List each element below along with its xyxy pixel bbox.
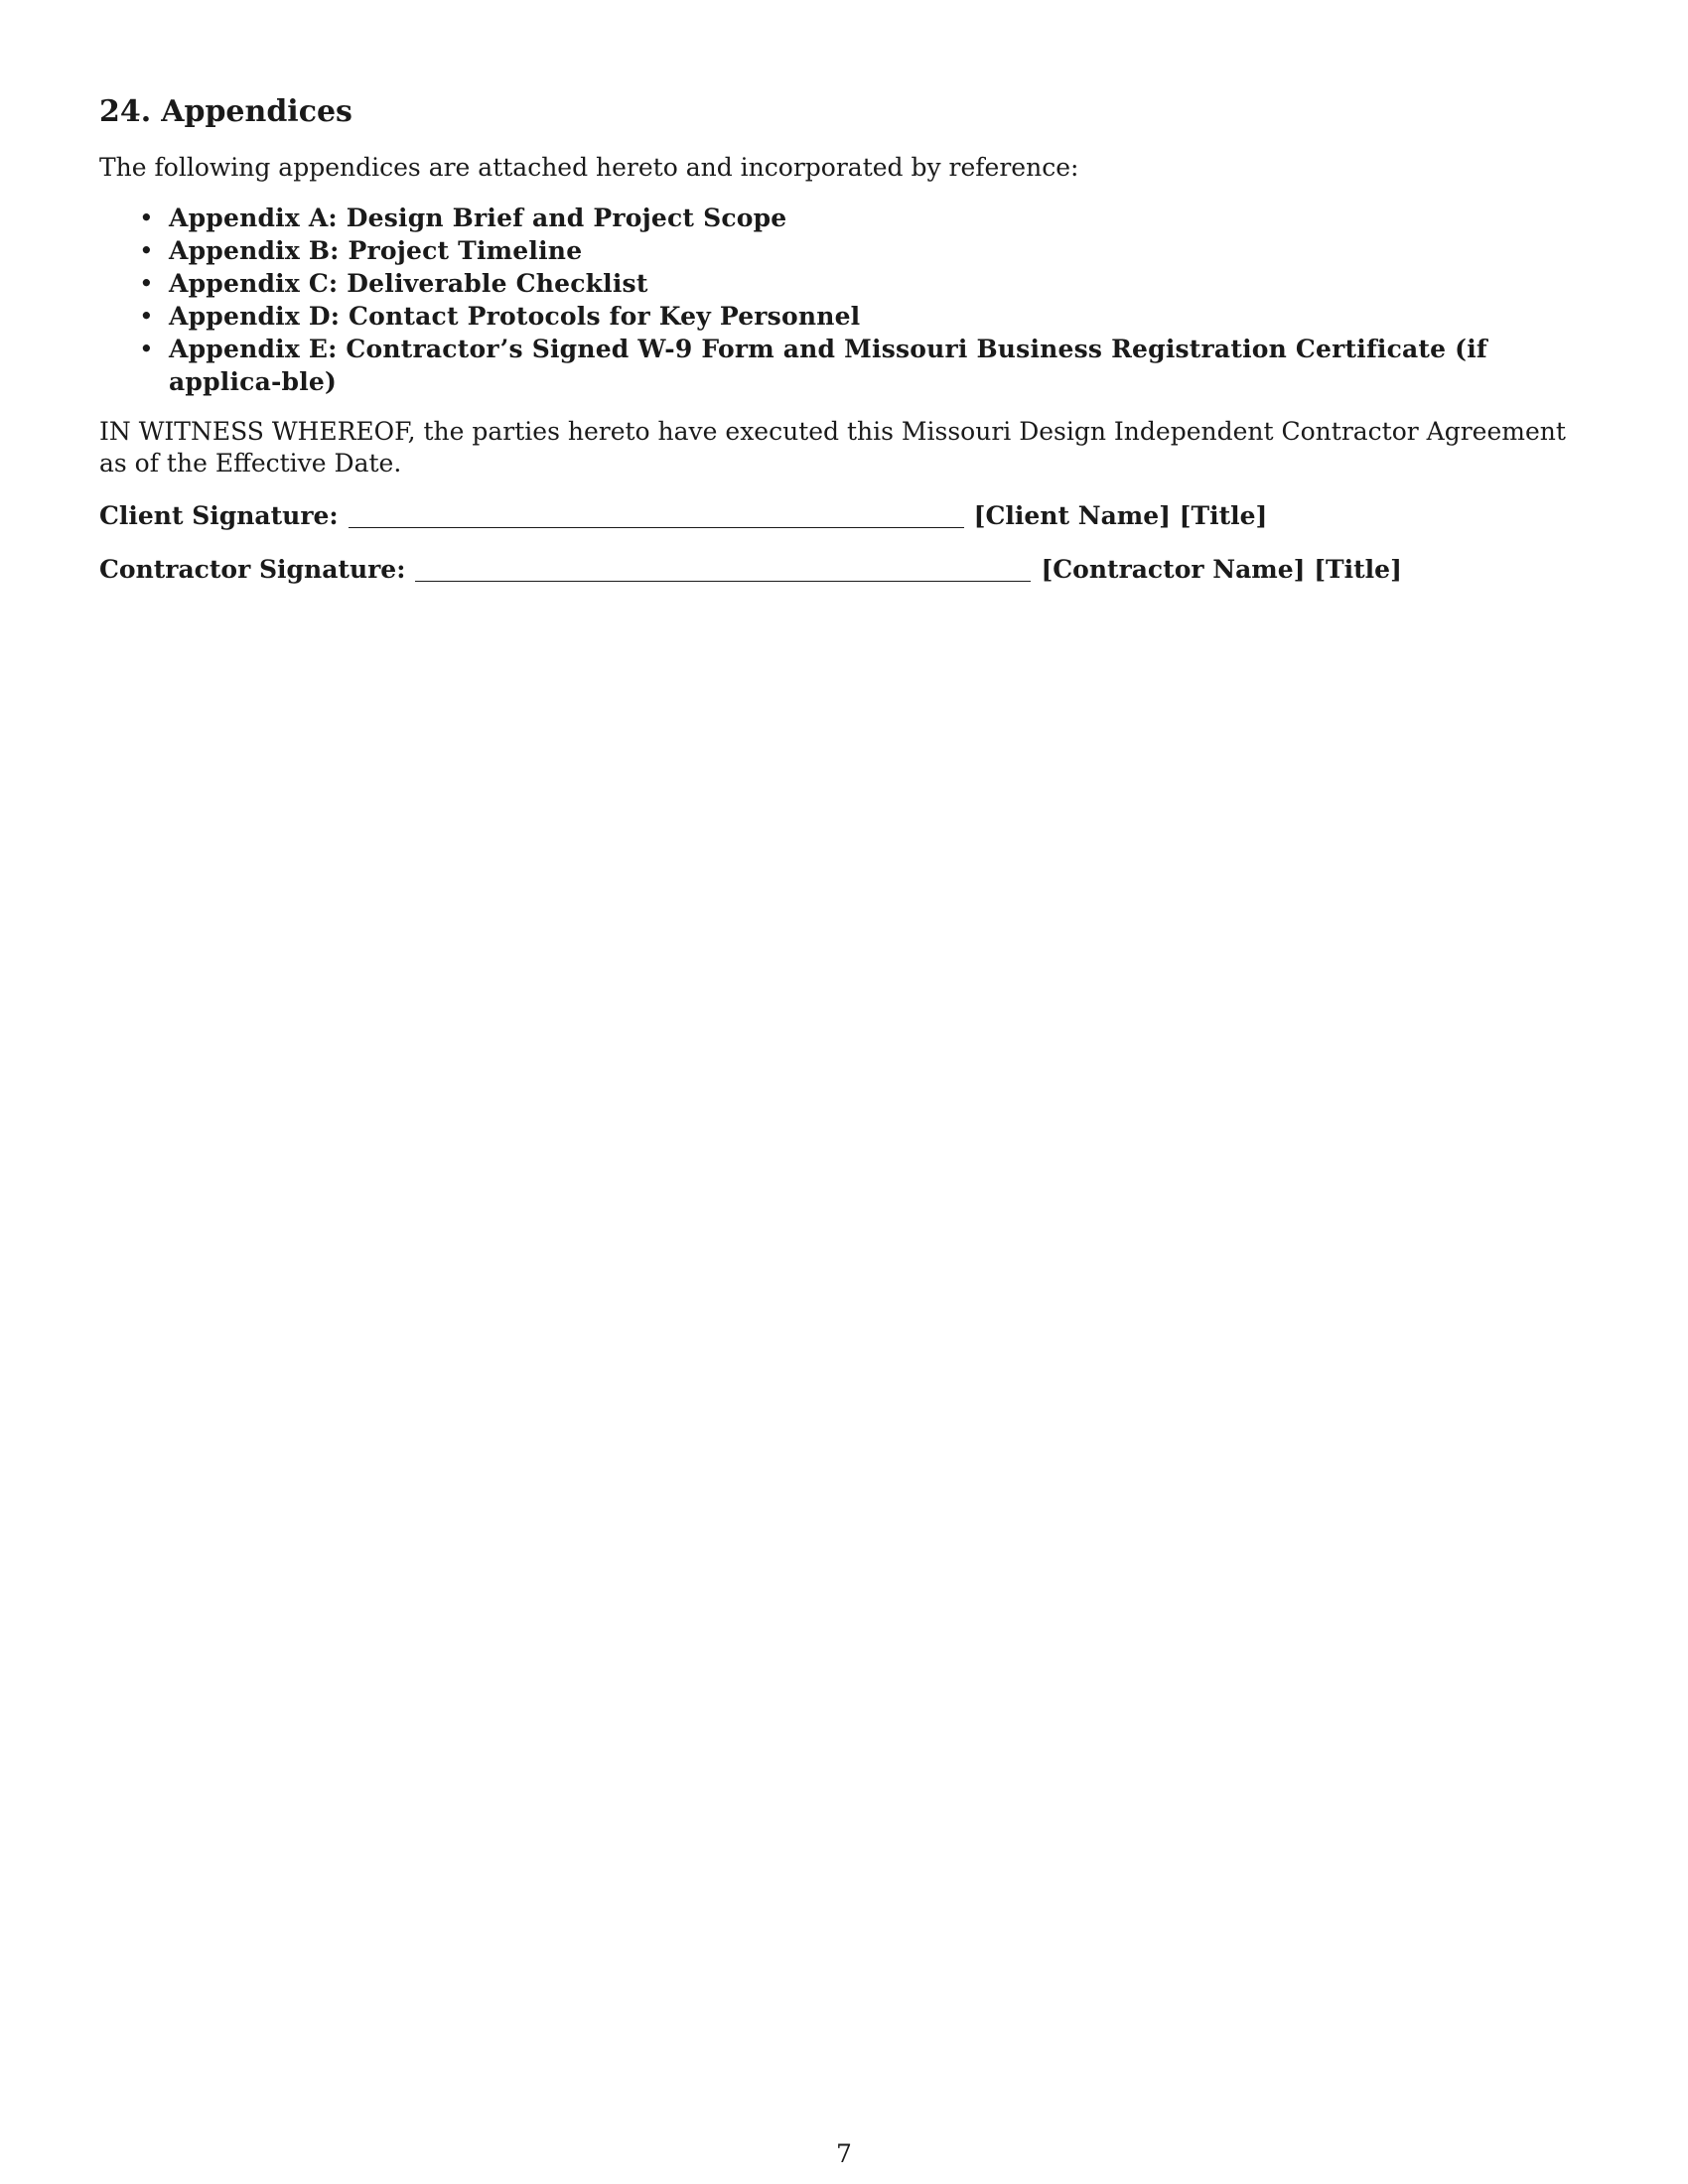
witness-paragraph: IN WITNESS WHEREOF, the parties hereto have executed this Missouri Design Independent Contractor Agreement as of the Effective Date. (99, 417, 1566, 478)
section-title: Appendices (161, 94, 352, 129)
bullet-icon: • (139, 335, 154, 363)
appendix-item-a (99, 202, 1589, 234)
bullet-icon: • (139, 269, 154, 298)
contractor-signature-label: Contractor Signature: (99, 555, 406, 584)
page-number: 7 (836, 2139, 852, 2168)
appendix-label: Appendix E: Contractor’s Signed W-9 Form and Missouri Business Registration Certificate (if applica-ble) (169, 335, 1487, 396)
appendix-label: Appendix A: Design Brief and Project Scope (169, 204, 787, 232)
bullet-icon: • (139, 302, 154, 331)
document-page (99, 94, 1589, 603)
bullet-icon: • (139, 204, 154, 232)
appendix-label: Appendix B: Project Timeline (169, 236, 583, 265)
client-name-placeholder: [Client Name] [Title] (973, 501, 1268, 530)
intro-paragraph: The following appendices are attached hereto and incorporated by reference: (99, 153, 1079, 182)
appendix-label: Appendix D: Contact Protocols for Key Personnel (169, 302, 861, 331)
appendix-item-c (99, 267, 1589, 300)
appendix-item-d (99, 300, 1589, 333)
contractor-signature-line[interactable] (415, 553, 1031, 582)
appendix-item-b (99, 234, 1589, 267)
client-signature-row (99, 495, 1589, 533)
client-signature-label: Client Signature: (99, 501, 339, 530)
appendix-list (99, 202, 1589, 398)
contractor-name-placeholder: [Contractor Name] [Title] (1041, 555, 1402, 584)
contractor-signature-row (99, 549, 1589, 587)
section-heading (99, 94, 1589, 130)
section-number: 24. (99, 94, 152, 129)
client-signature-line[interactable] (349, 499, 964, 528)
appendix-item-e (99, 333, 1589, 398)
bullet-icon: • (139, 236, 154, 265)
appendix-label: Appendix C: Deliverable Checklist (169, 269, 648, 298)
